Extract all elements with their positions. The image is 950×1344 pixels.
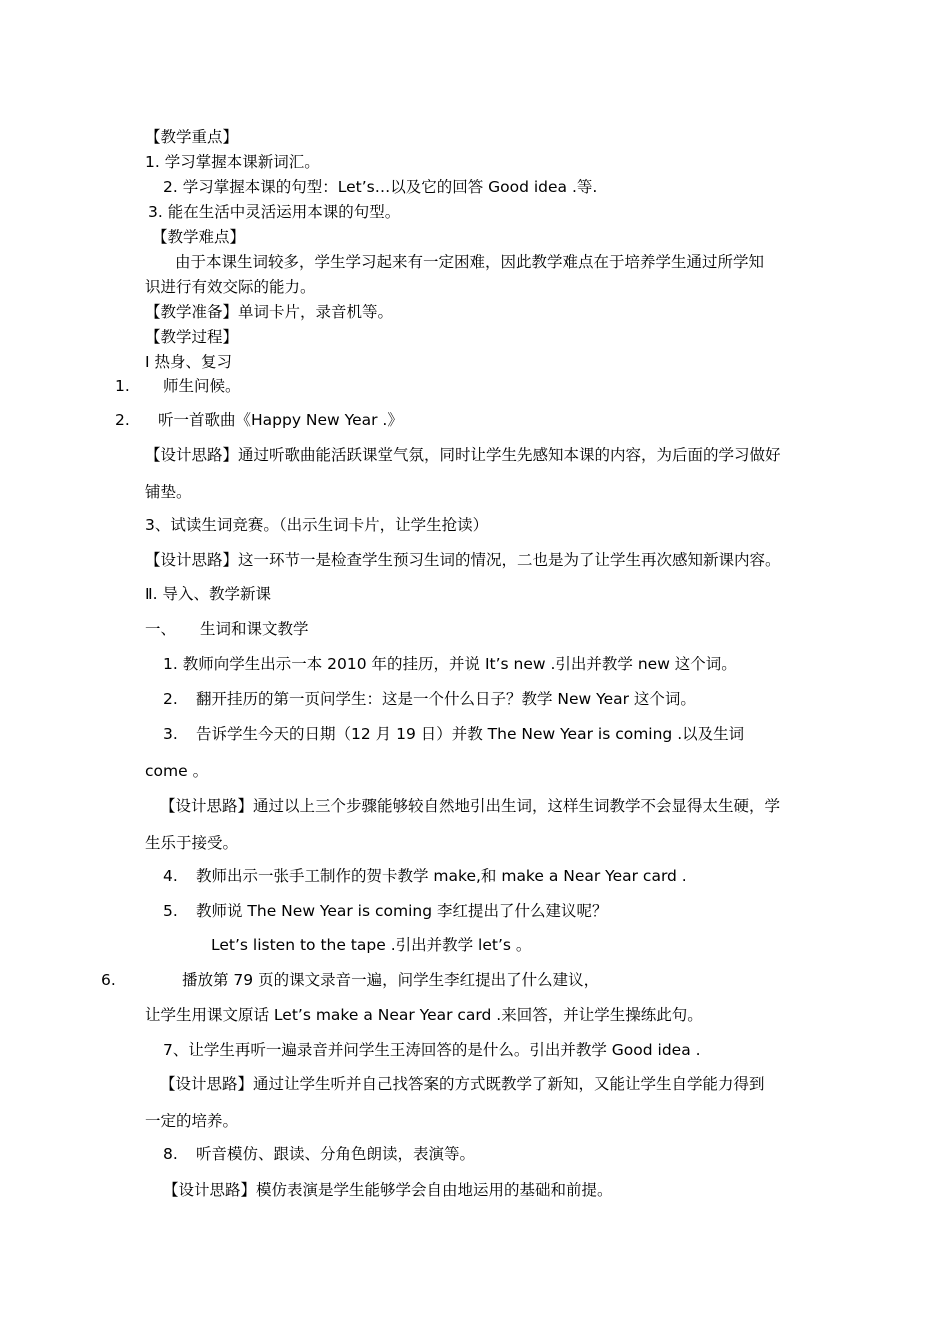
item-number: 1. bbox=[115, 377, 130, 395]
item-number: 8. bbox=[163, 1145, 178, 1163]
focus-item-3: 3. 能在生活中灵活运用本课的句型。 bbox=[148, 203, 401, 221]
item-text: 播放第 79 页的课文录音一遍，问学生李红提出了什么建议， bbox=[182, 971, 600, 989]
section-new-lesson-heading: Ⅱ. 导入、教学新课 bbox=[145, 585, 271, 603]
heading-teaching-process: 【教学过程】 bbox=[145, 328, 239, 346]
lesson-step-3-cont: come 。 bbox=[145, 762, 209, 780]
item-text: 翻开挂历的第一页问学生：这是一个什么日子？教学 New Year 这个词。 bbox=[196, 690, 696, 708]
item-number: 3. bbox=[163, 725, 178, 743]
difficulty-text-line-1: 由于本课生词较多，学生学习起来有一定困难，因此教学难点在于培养学生通过所学知 bbox=[175, 253, 765, 271]
design-idea-2: 【设计思路】这一环节一是检查学生预习生词的情况，二也是为了让学生再次感知新课内容。 bbox=[145, 551, 781, 569]
heading-teaching-difficulty: 【教学难点】 bbox=[152, 228, 246, 246]
section-warmup-heading: Ⅰ 热身、复习 bbox=[145, 353, 232, 371]
design-idea-3-line-2: 生乐于接受。 bbox=[145, 834, 239, 852]
lesson-step-6-cont: 让学生用课文原话 Let’s make a Near Year card .来回答，并让学生操练此句。 bbox=[145, 1006, 703, 1024]
lesson-step-1: 1. 教师向学生出示一本 2010 年的挂历，并说 It’s new .引出并教学 new 这个词。 bbox=[163, 655, 737, 673]
design-idea-4-line-2: 一定的培养。 bbox=[145, 1112, 239, 1130]
item-text: 生词和课文教学 bbox=[200, 620, 309, 638]
design-idea-5: 【设计思路】模仿表演是学生能够学会自由地运用的基础和前提。 bbox=[163, 1181, 613, 1199]
item-number: 2. bbox=[163, 690, 178, 708]
item-number: 4. bbox=[163, 867, 178, 885]
item-text: 教师出示一张手工制作的贺卡教学 make,和 make a Near Year card . bbox=[196, 867, 687, 885]
design-idea-3-line-1: 【设计思路】通过以上三个步骤能够较自然地引出生词，这样生词教学不会显得太生硬，学 bbox=[160, 797, 781, 815]
item-text: 听音模仿、跟读、分角色朗读，表演等。 bbox=[196, 1145, 476, 1163]
difficulty-text-line-2: 识进行有效交际的能力。 bbox=[145, 278, 316, 296]
design-idea-1-line-2: 铺垫。 bbox=[145, 483, 192, 501]
warmup-item-3: 3、试读生词竞赛。（出示生词卡片，让学生抢读） bbox=[145, 516, 489, 534]
design-idea-1-line-1: 【设计思路】通过听歌曲能活跃课堂气氛，同时让学生先感知本课的内容，为后面的学习做好 bbox=[145, 446, 781, 464]
item-number: 2. bbox=[115, 411, 130, 429]
item-text: 告诉学生今天的日期（12 月 19 日）并教 The New Year is coming .以及生词 bbox=[196, 725, 745, 743]
lesson-step-5-cont: Let’s listen to the tape .引出并教学 let’s 。 bbox=[211, 936, 532, 954]
teaching-preparation: 【教学准备】单词卡片，录音机等。 bbox=[145, 303, 394, 321]
lesson-step-7: 7、让学生再听一遍录音并问学生王涛回答的是什么。引出并教学 Good idea . bbox=[163, 1041, 701, 1059]
focus-item-1: 1. 学习掌握本课新词汇。 bbox=[145, 153, 320, 171]
item-number: 6. bbox=[101, 971, 116, 989]
item-number: 5. bbox=[163, 902, 178, 920]
focus-item-2: 2. 学习掌握本课的句型：Let’s…以及它的回答 Good idea .等. bbox=[163, 178, 598, 196]
item-text: 教师说 The New Year is coming 李红提出了什么建议呢？ bbox=[196, 902, 608, 920]
design-idea-4-line-1: 【设计思路】通过让学生听并自己找答案的方式既教学了新知，又能让学生自学能力得到 bbox=[160, 1075, 765, 1093]
item-text: 听一首歌曲《Happy New Year .》 bbox=[158, 411, 403, 429]
item-text: 师生问候。 bbox=[163, 377, 241, 395]
item-number: 一、 bbox=[145, 620, 177, 638]
heading-teaching-focus: 【教学重点】 bbox=[145, 128, 239, 146]
